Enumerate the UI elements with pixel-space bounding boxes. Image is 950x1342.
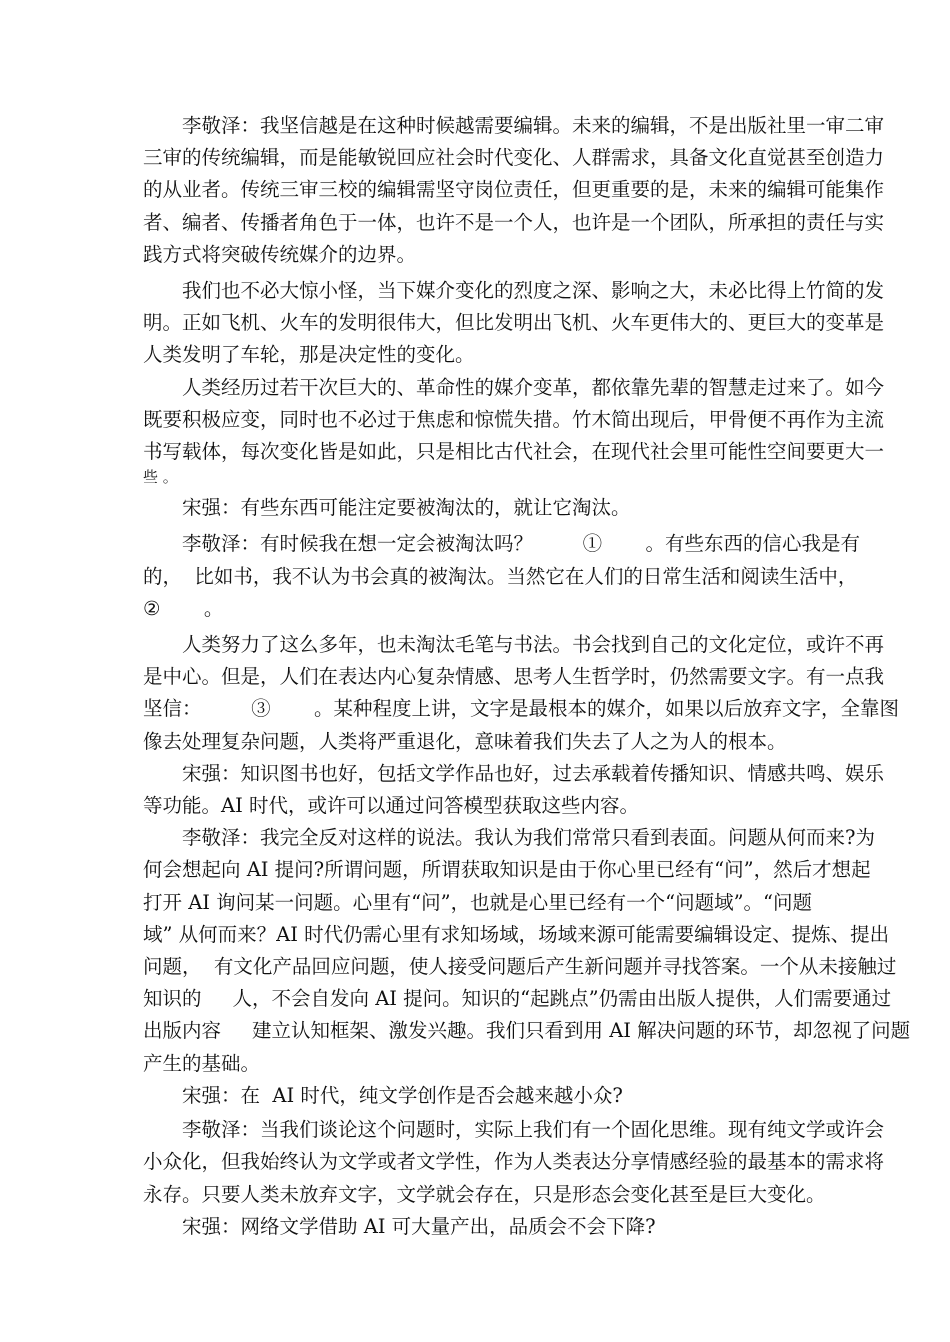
text-line: 像去处理复杂问题，人类将严重退化，意味着我们失去了人之为人的根本。 [143, 729, 787, 753]
text-line: 既要积极应变，同时也不必过于焦虑和惊慌失措。竹木简出现后，甲骨便不再作为主流 [143, 407, 885, 431]
text-line: 些 。 [143, 468, 178, 487]
text-line: 书写载体，每次变化皆是如此，只是相比古代社会，在现代社会里可能性空间要更大一 [143, 440, 885, 464]
text-line: 我们也不必大惊小怪，当下媒介变化的烈度之深、影响之大，未必比得上竹简的发 [182, 279, 885, 303]
paragraph-song-knowledge [104, 758, 885, 822]
text-line: 宋强：在 AI 时代，纯文学创作是否会越来越小众? [182, 1083, 623, 1107]
text-line: 域” 从何而来？AI 时代仍需心里有求知场域，场域来源可能需要编辑设定、提炼、提出 [143, 922, 890, 946]
text-line: 明。正如飞机、火车的发明很伟大，但比发明出飞机、火车更伟大的、更巨大的变革是 [143, 311, 885, 335]
paragraph-song-eliminate [104, 492, 856, 524]
text-line: 人类努力了这么多年，也未淘汰毛笔与书法。书会找到自己的文化定位，或许不再 [182, 633, 885, 657]
text-line: 人类经历过若干次巨大的、革命性的媒介变革，都依靠先辈的智慧走过来了。如今 [182, 375, 885, 399]
text-line: 三审的传统编辑，而是能敏锐回应社会时代变化、人群需求，具备文化直觉甚至创造力 [143, 146, 885, 170]
text-line: ② 。 [143, 596, 224, 620]
text-line: 李敬泽：当我们谈论这个问题时，实际上我们有一个固化思维。现有纯文学或许会 [182, 1118, 885, 1142]
document-body [104, 110, 911, 1243]
text-line: 小众化，但我始终认为文学或者文学性，作为人类表达分享情感经验的最基本的需求将 [143, 1150, 885, 1174]
text-line: 问题， 有文化产品回应问题，使人接受问题后产生新问题并寻找答案。一个从未接触过 [143, 955, 897, 979]
text-line: 知识的 人，不会自发向 AI 提问。知识的“起跳点”仍需由出版人提供，人们需要通过 [143, 987, 892, 1011]
paragraph-li-literature [104, 1114, 885, 1211]
text-line: 人类发明了车轮，那是决定性的变化。 [143, 343, 475, 367]
paragraph-li-book [104, 528, 860, 625]
text-line: 李敬泽：有时候我在想一定会被淘汰吗？ ① 。有些东西的信心我是有 [182, 532, 860, 556]
text-line: 宋强：网络文学借助 AI 可大量产出，品质会不会下降? [182, 1214, 656, 1238]
paragraph-writing-brush [104, 629, 899, 758]
text-line: 坚信： ③ 。某种程度上讲，文字是最根本的媒介，如果以后放弃文字，全靠图 [143, 697, 899, 721]
text-line: 何会想起向 AI 提问?所谓问题，所谓获取知识是由于你心里已经有“问”，然后才想起 [143, 858, 871, 882]
text-line: 宋强：有些东西可能注定要被淘汰的，就让它淘汰。 [182, 496, 631, 520]
paragraph-song-web-literature [104, 1211, 856, 1243]
text-line: 践方式将突破传统媒介的边界。 [143, 242, 417, 266]
text-line: 宋强：知识图书也好，包括文学作品也好，过去承载着传播知识、情感共鸣、娱乐 [182, 761, 885, 785]
text-line: 产生的基础。 [143, 1051, 261, 1075]
paragraph-song-literature [104, 1080, 856, 1112]
text-line: 出版内容 建立认知框架、激发兴趣。我们只看到用 AI 解决问题的环节，却忽视了问题 [143, 1019, 911, 1043]
text-line: 者、编者、传播者角色于一体，也许不是一个人，也许是一个团队，所承担的责任与实 [143, 210, 885, 234]
paragraph-media-revolution [104, 372, 885, 487]
text-line: 的从业者。传统三审三校的编辑需坚守岗位责任，但更重要的是，未来的编辑可能集作 [143, 178, 885, 202]
text-line: 等功能。AI 时代，或许可以通过问答模型获取这些内容。 [143, 794, 639, 818]
text-line: 李敬泽：我完全反对这样的说法。我认为我们常常只看到表面。问题从何而来?为 [182, 826, 875, 850]
text-line: 的， 比如书，我不认为书会真的被淘汰。当然它在人们的日常生活和阅读生活中， [143, 564, 858, 588]
text-line: 打开 AI 询问某一问题。心里有“问”，也就是心里已经有一个“问题域”。“问题 [143, 890, 813, 914]
paragraph-media-change [104, 275, 885, 372]
text-line: 是中心。但是，人们在表达内心复杂情感、思考人生哲学时，仍然需要文字。有一点我 [143, 665, 885, 689]
paragraph-li-question [104, 822, 911, 1080]
text-line: 李敬泽：我坚信越是在这种时候越需要编辑。未来的编辑，不是出版社里一审二审 [182, 114, 885, 137]
paragraph-li-editor [104, 110, 885, 271]
text-line: 永存。只要人类未放弃文字，文学就会存在，只是形态会变化甚至是巨大变化。 [143, 1182, 826, 1206]
